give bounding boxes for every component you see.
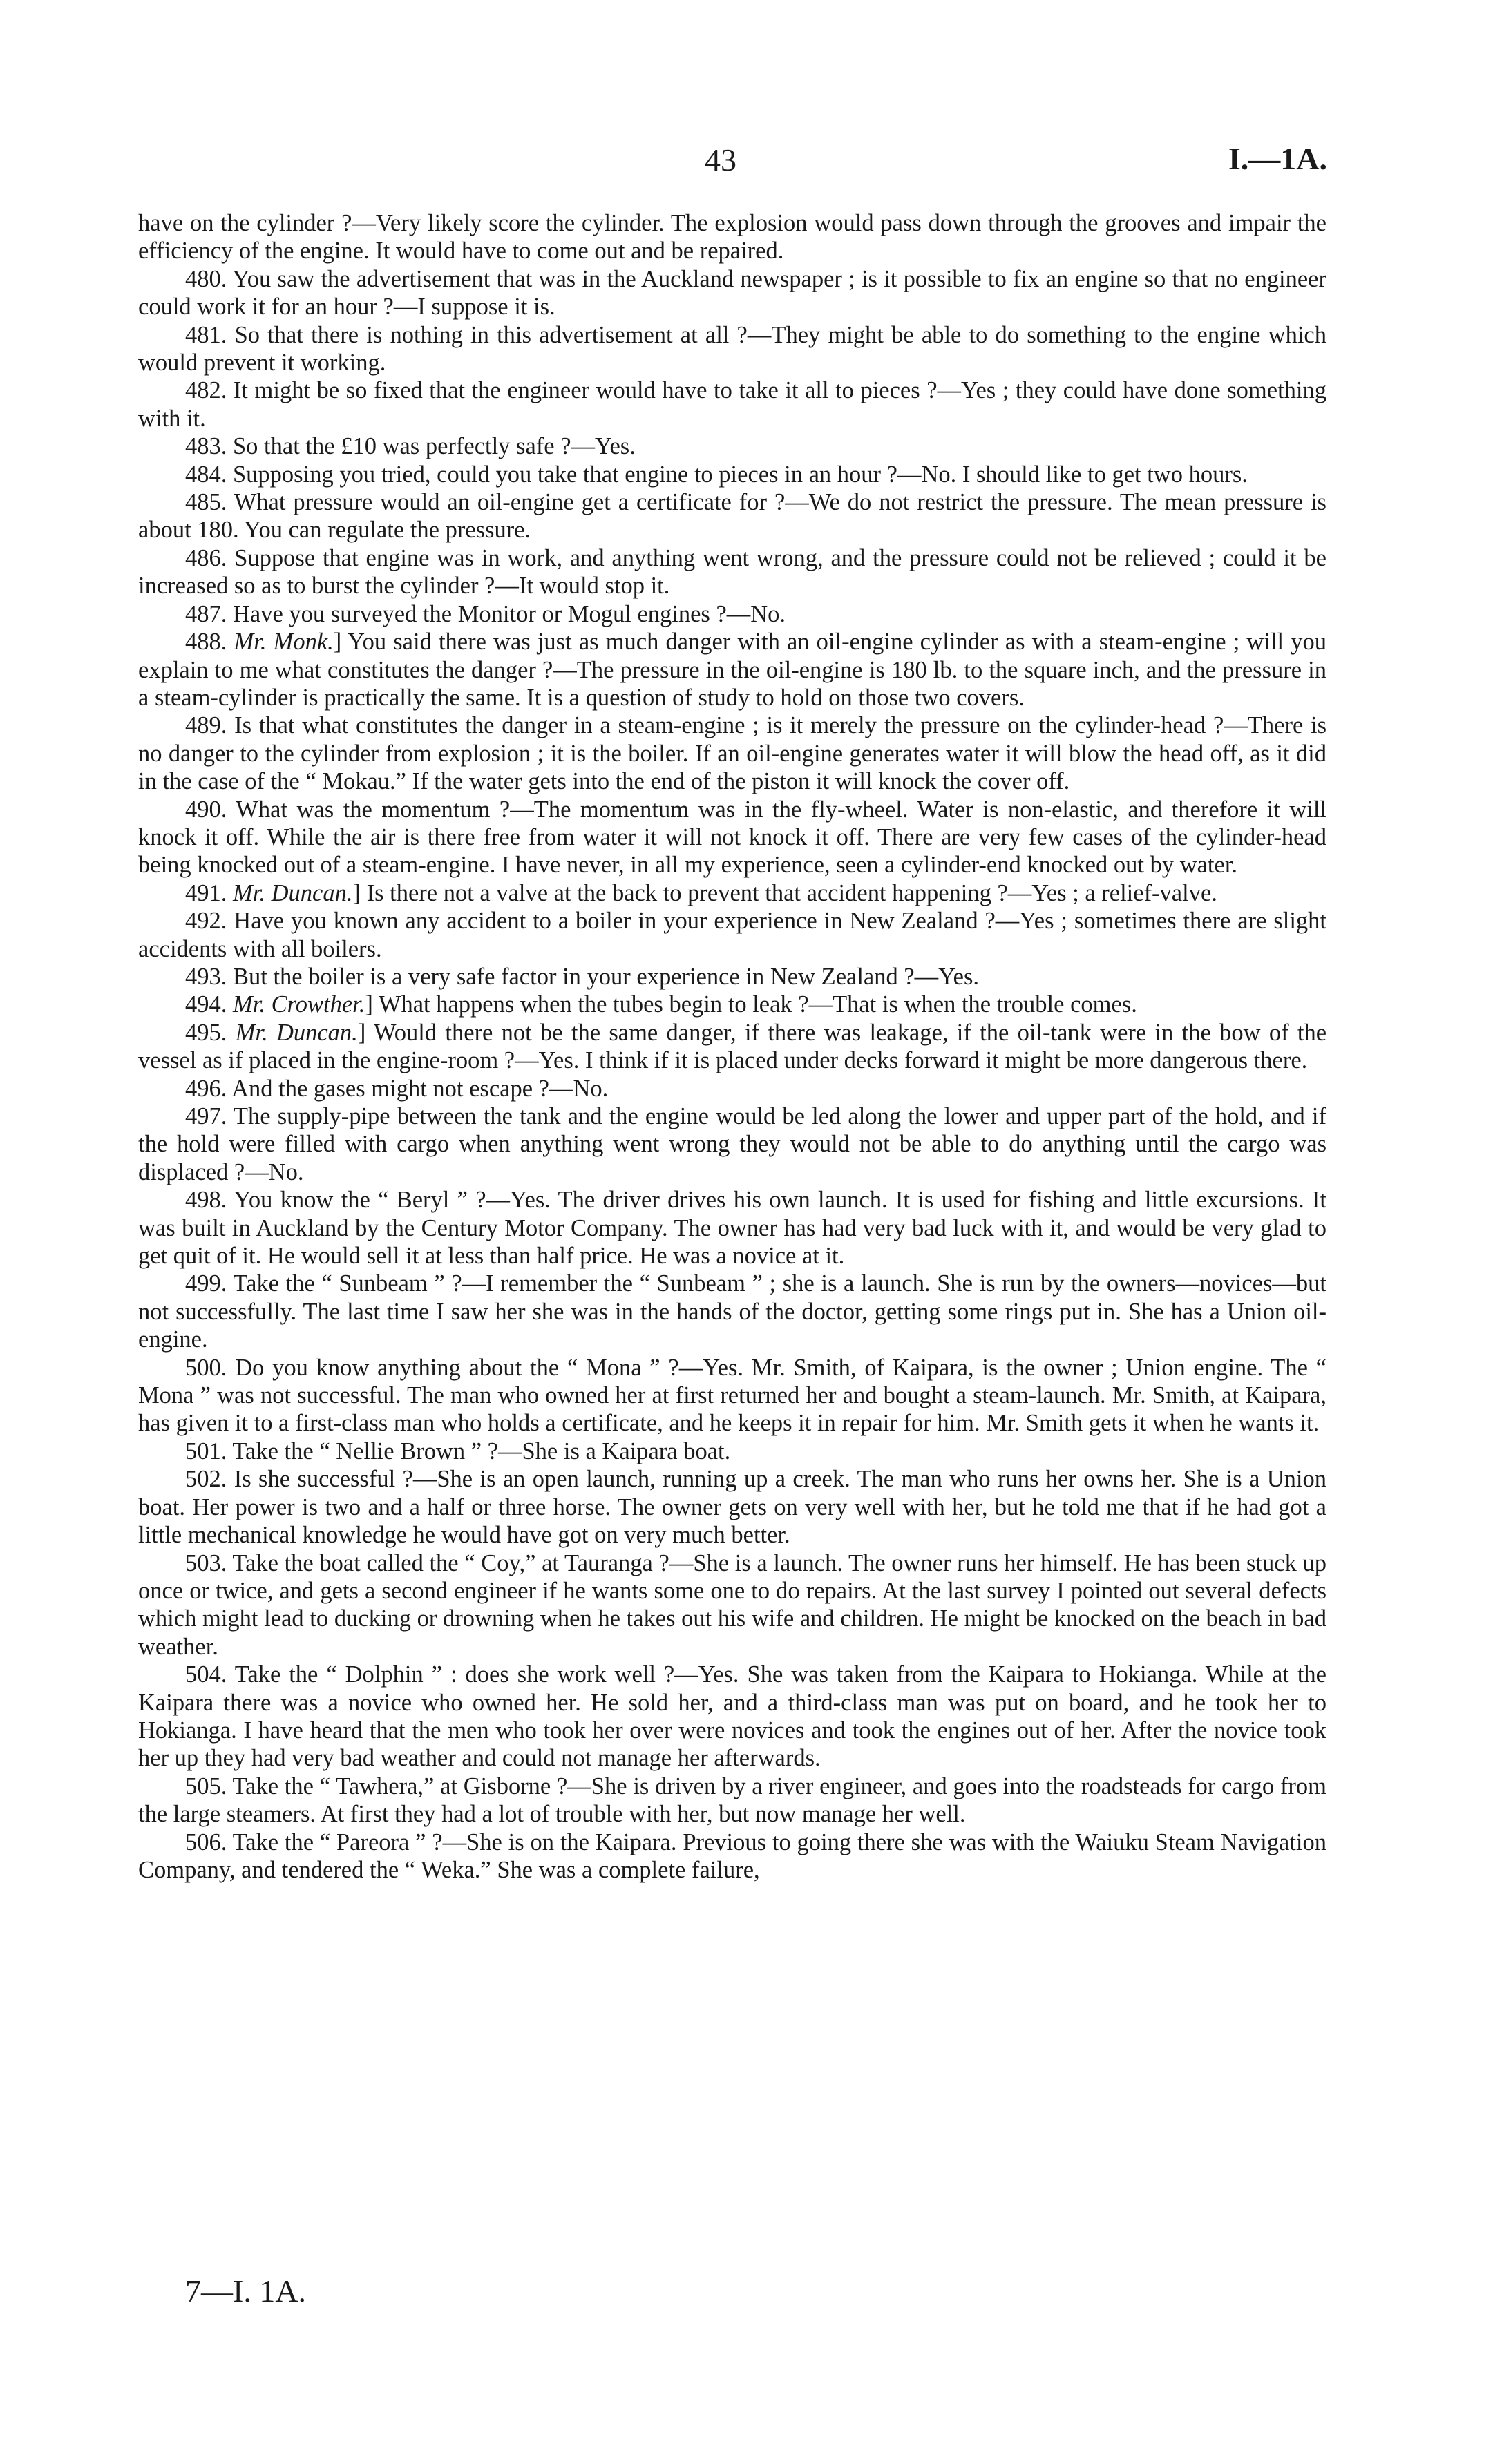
- paragraph-q500: [138, 1354, 1326, 1438]
- question-number: 484.: [185, 461, 227, 488]
- paragraph-text: Is there not a valve at the back to prevent that accident happening ?—Yes ; a relief-valve.: [366, 879, 1217, 906]
- paragraph-q486: [138, 544, 1326, 600]
- paragraph-q480: [138, 265, 1326, 321]
- paragraph-q503: [138, 1549, 1326, 1661]
- paragraph-text: Have you known any accident to a boiler in your experience in New Zealand ?—Yes ; sometimes there are slight accidents with all boilers.: [138, 908, 1326, 962]
- paragraph-text: Would there not be the same danger, if there was leakage, if the oil-tank were in the bow of the vessel as if placed in the engine-room ?—Yes. I think if it is placed under decks forward it might be more dangerous there.: [138, 1019, 1327, 1074]
- paragraph-q502: [138, 1465, 1326, 1549]
- paragraph-q492: [138, 907, 1326, 963]
- question-number: 494.: [185, 991, 227, 1018]
- paragraph-q506: [138, 1828, 1326, 1884]
- question-number: 493.: [185, 963, 227, 990]
- paragraph-text: Take the “ Sunbeam ” ?—I remember the “ Sunbeam ” ; she is a launch. She is run by the owners—novices—but not successfully. The last time I saw her she was in the hands of the doctor, getting some rings put in. She has a Union oil-engine.: [138, 1270, 1326, 1353]
- paragraph-q485: [138, 488, 1326, 544]
- question-number: 496.: [185, 1075, 227, 1102]
- paragraph-text: What was the momentum ?—The momentum was in the fly-wheel. Water is non-elastic, and therefore it will knock it off. While the air is there free from water it will not knock it off. There are very few cases of the cylinder-head being knocked out of a steam-engine. I have never, in all my experience, seen a cylinder-end knocked out by water.: [138, 796, 1326, 879]
- speaker-name: Mr. Duncan.: [235, 1019, 358, 1046]
- paragraph-text: Take the “ Dolphin ” : does she work well ?—Yes. She was taken from the Kaipara to Hokianga. While at the Kaipara there was a novice who owned her. He sold her, and a third-class man was put on board, and he took her to Hokianga. I have heard that the men who took her over were novices and took the engines out of her. After the novice took her up they had very bad weather and could not manage her afterwards.: [138, 1661, 1326, 1772]
- sheet-signature: 7—I. 1A.: [185, 2273, 307, 2309]
- question-number: 482.: [185, 377, 227, 404]
- paragraph-cont: [138, 209, 1326, 265]
- question-number: 501.: [185, 1438, 227, 1464]
- paragraph-text: Is she successful ?—She is an open launch, running up a creek. The man who runs her owns her. She is a Union boat. Her power is two and a half or three horse. The owner gets on very well with her, but he told me that if he had got a little mechanical knowledge he would have got on very much better.: [138, 1466, 1326, 1549]
- question-number: 499.: [185, 1270, 227, 1297]
- question-number: 489.: [185, 712, 227, 739]
- speaker-name: Mr. Duncan.: [233, 879, 353, 906]
- question-number: 500.: [185, 1354, 227, 1381]
- paragraph-q504: [138, 1661, 1326, 1773]
- question-number: 485.: [185, 489, 227, 516]
- paragraph-text: Do you know anything about the “ Mona ” ?—Yes. Mr. Smith, of Kaipara, is the owner ; Union engine. The “ Mona ” was not successful. The man who owned her at first returned her and bought a steam-launch. Mr. Smith, at Kaipara, has given it to a first-class man who holds a certificate, and he keeps it in repair for him. Mr. Smith gets it when he wants it.: [138, 1354, 1326, 1437]
- paragraph-text: Take the “ Pareora ” ?—She is on the Kaipara. Previous to going there she was with the Waiuku Steam Navigation Company, and tendered the “ Weka.” She was a complete failure,: [138, 1828, 1326, 1883]
- paragraph-text: Take the “ Tawhera,” at Gisborne ?—She is driven by a river engineer, and goes into the roadsteads for cargo from the large steamers. At first they had a lot of trouble with her, but now manage her well.: [138, 1773, 1326, 1828]
- body-text: [138, 209, 1326, 1884]
- paragraph-text: Have you surveyed the Monitor or Mogul engines ?—No.: [233, 600, 786, 627]
- paragraph-q488: 488. Mr. Monk.] You said there was just as much danger with an oil-engine cylinder as with a steam-engine ; will you explain to me what constitutes the danger ?—The pressure in the oil-engine is 180 lb. to the square inch, and the pressure in a steam-cylinder is practically the same. It is a question of study to hold on those two covers.: [138, 629, 1326, 711]
- question-number: 502.: [185, 1466, 227, 1493]
- question-number: 488.: [185, 629, 227, 656]
- paragraph-text: And the gases might not escape ?—No.: [231, 1075, 609, 1102]
- question-number: 504.: [185, 1661, 227, 1688]
- paragraph-text: Take the boat called the “ Coy,” at Tauranga ?—She is a launch. The owner runs her himself. He has been stuck up once or twice, and gets a second engineer if he wants some one to do repairs. At the last survey I pointed out several defects which might lead to ducking or drowning when he takes out his wife and children. He might be knocked on the beach in bad weather.: [138, 1549, 1326, 1660]
- paragraph-q481: [138, 321, 1326, 377]
- question-number: 497.: [185, 1103, 227, 1129]
- paragraph-text: The supply-pipe between the tank and the engine would be led along the lower and upper part of the hold, and if the hold were filled with cargo when anything went wrong they would not be able to do anything until the cargo was displaced ?—No.: [138, 1103, 1326, 1185]
- question-number: 483.: [185, 433, 227, 460]
- paragraph-q489: [138, 711, 1326, 795]
- paragraph-q482: [138, 376, 1326, 432]
- paragraph-q490: [138, 796, 1326, 879]
- question-number: 480.: [185, 265, 227, 292]
- page-number: 43: [705, 142, 736, 178]
- paragraph-q484: [138, 461, 1326, 488]
- paragraph-text: Supposing you tried, could you take that engine to pieces in an hour ?—No. I should like to get two hours.: [233, 461, 1248, 488]
- paragraph-q487: [138, 600, 1326, 628]
- paragraph-q498: [138, 1186, 1326, 1270]
- paragraph-q505: [138, 1773, 1326, 1828]
- question-number: 492.: [185, 908, 227, 935]
- paragraph-text: You know the “ Beryl ” ?—Yes. The driver drives his own launch. It is used for fishing and little excursions. It was built in Auckland by the Century Motor Company. The owner has had very bad luck with it, and would be very glad to get quit of it. He would sell it at less than half price. He was a novice at it.: [138, 1187, 1326, 1270]
- document-code: I.—1A.: [1228, 141, 1327, 176]
- speaker-name: Mr. Monk.: [234, 629, 334, 656]
- question-number: 503.: [185, 1549, 227, 1576]
- question-number: 495.: [185, 1019, 227, 1046]
- paragraph-text: Take the “ Nellie Brown ” ?—She is a Kaipara boat.: [232, 1438, 731, 1464]
- paragraph-q493: [138, 963, 1326, 991]
- paragraph-q494: 494. Mr. Crowther.] What happens when the tubes begin to leak ?—That is when the trouble comes.: [185, 991, 1137, 1018]
- paragraph-text: have on the cylinder ?—Very likely score the cylinder. The explosion would pass down through the grooves and impair the efficiency of the engine. It would have to come out and be repaired.: [138, 210, 1326, 265]
- question-number: 491.: [185, 879, 227, 906]
- paragraph-q497: [138, 1102, 1326, 1186]
- paragraph-text: It might be so fixed that the engineer would have to take it all to pieces ?—Yes ; they could have done something with it.: [138, 377, 1326, 432]
- paragraph-q483: [138, 432, 1326, 460]
- paragraph-text: What happens when the tubes begin to leak ?—That is when the trouble comes.: [378, 991, 1137, 1018]
- question-number: 490.: [185, 796, 227, 823]
- speaker-name: Mr. Crowther.: [233, 991, 365, 1018]
- question-number: 506.: [185, 1828, 227, 1855]
- paragraph-text: But the boiler is a very safe factor in your experience in New Zealand ?—Yes.: [233, 963, 979, 990]
- paragraph-q496: [138, 1075, 1326, 1102]
- question-number: 505.: [185, 1773, 227, 1799]
- paragraph-q499: [138, 1270, 1326, 1353]
- paragraph-text: You said there was just as much danger with an oil-engine cylinder as with a steam-engine ; will you explain to me what constitutes the danger ?—The pressure in the oil-engine is 180 lb. to the square inch, and the pressure in a steam-cylinder is practically the same. It is a question of study to hold on those two covers.: [138, 629, 1326, 711]
- paragraph-text: So that there is nothing in this advertisement at all ?—They might be able to do something to the engine which would prevent it working.: [138, 321, 1326, 376]
- paragraph-text: Is that what constitutes the danger in a steam-engine ; is it merely the pressure on the cylinder-head ?—There is no danger to the cylinder from explosion ; it is the boiler. If an oil-engine generates water it will blow the head off, as it did in the case of the “ Mokau.” If the water gets into the end of the piston it will knock the cover off.: [138, 712, 1327, 795]
- paragraph-text: You saw the advertisement that was in the Auckland newspaper ; is it possible to fix an engine so that no engineer could work it for an hour ?—I suppose it is.: [138, 265, 1326, 321]
- paragraph-q501: [138, 1438, 1326, 1465]
- question-number: 486.: [185, 544, 227, 571]
- question-number: 487.: [185, 600, 227, 627]
- paragraph-text: So that the £10 was perfectly safe ?—Yes.: [233, 433, 636, 460]
- paragraph-q495: 495. Mr. Duncan.] Would there not be the same danger, if there was leakage, if the oil-tank were in the bow of the vessel as if placed in the engine-room ?—Yes. I think if it is placed under decks forward it might be more dangerous there.: [138, 1019, 1327, 1074]
- paragraph-text: What pressure would an oil-engine get a certificate for ?—We do not restrict the pressure. The mean pressure is about 180. You can regulate the pressure.: [138, 489, 1326, 544]
- question-number: 498.: [185, 1187, 227, 1214]
- paragraph-q491: 491. Mr. Duncan.] Is there not a valve at the back to prevent that accident happening ?—Yes ; a relief-valve.: [185, 879, 1217, 906]
- question-number: 481.: [185, 321, 227, 348]
- paragraph-text: Suppose that engine was in work, and anything went wrong, and the pressure could not be relieved ; could it be increased so as to burst the cylinder ?—It would stop it.: [138, 544, 1326, 600]
